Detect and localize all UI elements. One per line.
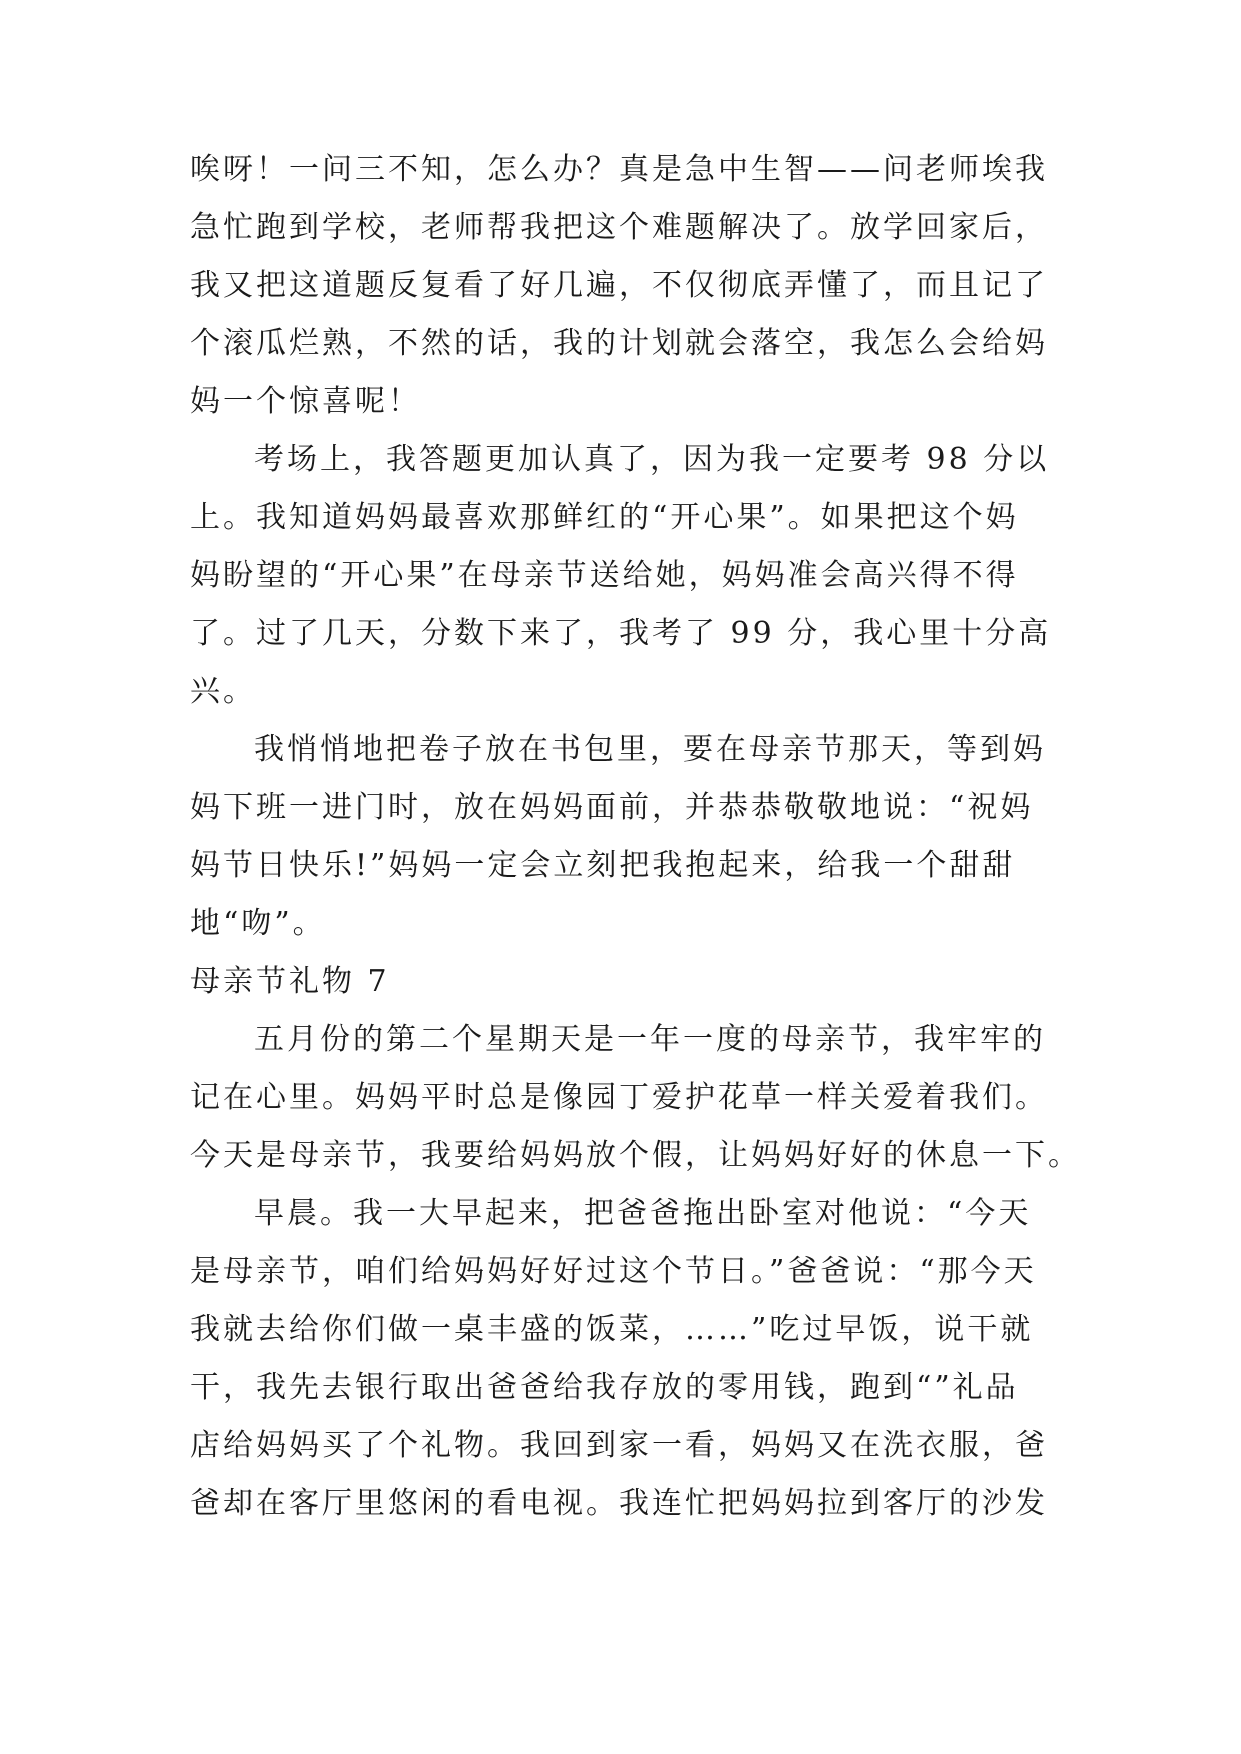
paragraph-line: 记在心里。妈妈平时总是像园丁爱护花草一样关爱着我们。 bbox=[190, 1080, 1048, 1115]
paragraph-line: 考场上，我答题更加认真了，因为我一定要考 98 分以 bbox=[254, 442, 1050, 477]
paragraph-line: 兴。 bbox=[190, 674, 256, 709]
paragraph-line: 店给妈妈买了个礼物。我回到家一看，妈妈又在洗衣服，爸 bbox=[190, 1428, 1048, 1463]
paragraph-line: 上。我知道妈妈最喜欢那鲜红的“开心果”。如果把这个妈 bbox=[190, 500, 1019, 535]
section-heading: 母亲节礼物 7 bbox=[190, 964, 390, 999]
paragraph-line: 干，我先去银行取出爸爸给我存放的零用钱，跑到“”礼品 bbox=[190, 1370, 1019, 1405]
paragraph-line: 妈节日快乐!”妈妈一定会立刻把我抱起来，给我一个甜甜 bbox=[190, 848, 1016, 883]
paragraph-line: 是母亲节，咱们给妈妈好好过这个节日。”爸爸说：“那今天 bbox=[190, 1254, 1037, 1289]
paragraph-line: 地“吻”。 bbox=[190, 906, 326, 941]
paragraph-line: 爸却在客厅里悠闲的看电视。我连忙把妈妈拉到客厅的沙发 bbox=[190, 1486, 1048, 1521]
paragraph-line: 我悄悄地把卷子放在书包里，要在母亲节那天，等到妈 bbox=[254, 732, 1046, 767]
paragraph-line: 妈下班一进门时，放在妈妈面前，并恭恭敬敬地说：“祝妈 bbox=[190, 790, 1034, 825]
paragraph-line: 了。过了几天，分数下来了，我考了 99 分，我心里十分高 bbox=[190, 616, 1052, 651]
paragraph-line: 早晨。我一大早起来，把爸爸拖出卧室对他说：“今天 bbox=[254, 1196, 1032, 1231]
paragraph-line: 妈盼望的“开心果”在母亲节送给她，妈妈准会高兴得不得 bbox=[190, 558, 1019, 593]
paragraph-line: 唉呀！一问三不知，怎么办？真是急中生智——问老师埃我 bbox=[190, 152, 1048, 187]
paragraph-line: 急忙跑到学校，老师帮我把这个难题解决了。放学回家后， bbox=[190, 210, 1048, 245]
paragraph-line: 我就去给你们做一桌丰盛的饭菜，……”吃过早饭，说干就 bbox=[190, 1312, 1034, 1347]
paragraph-line: 个滚瓜烂熟，不然的话，我的计划就会落空，我怎么会给妈 bbox=[190, 326, 1048, 361]
paragraph-line: 今天是母亲节，我要给妈妈放个假，让妈妈好好的休息一下。 bbox=[190, 1138, 1081, 1173]
paragraph-line: 我又把这道题反复看了好几遍，不仅彻底弄懂了，而且记了 bbox=[190, 268, 1048, 303]
paragraph-line: 五月份的第二个星期天是一年一度的母亲节，我牢牢的 bbox=[254, 1022, 1046, 1057]
paragraph-line: 妈一个惊喜呢！ bbox=[190, 384, 421, 419]
